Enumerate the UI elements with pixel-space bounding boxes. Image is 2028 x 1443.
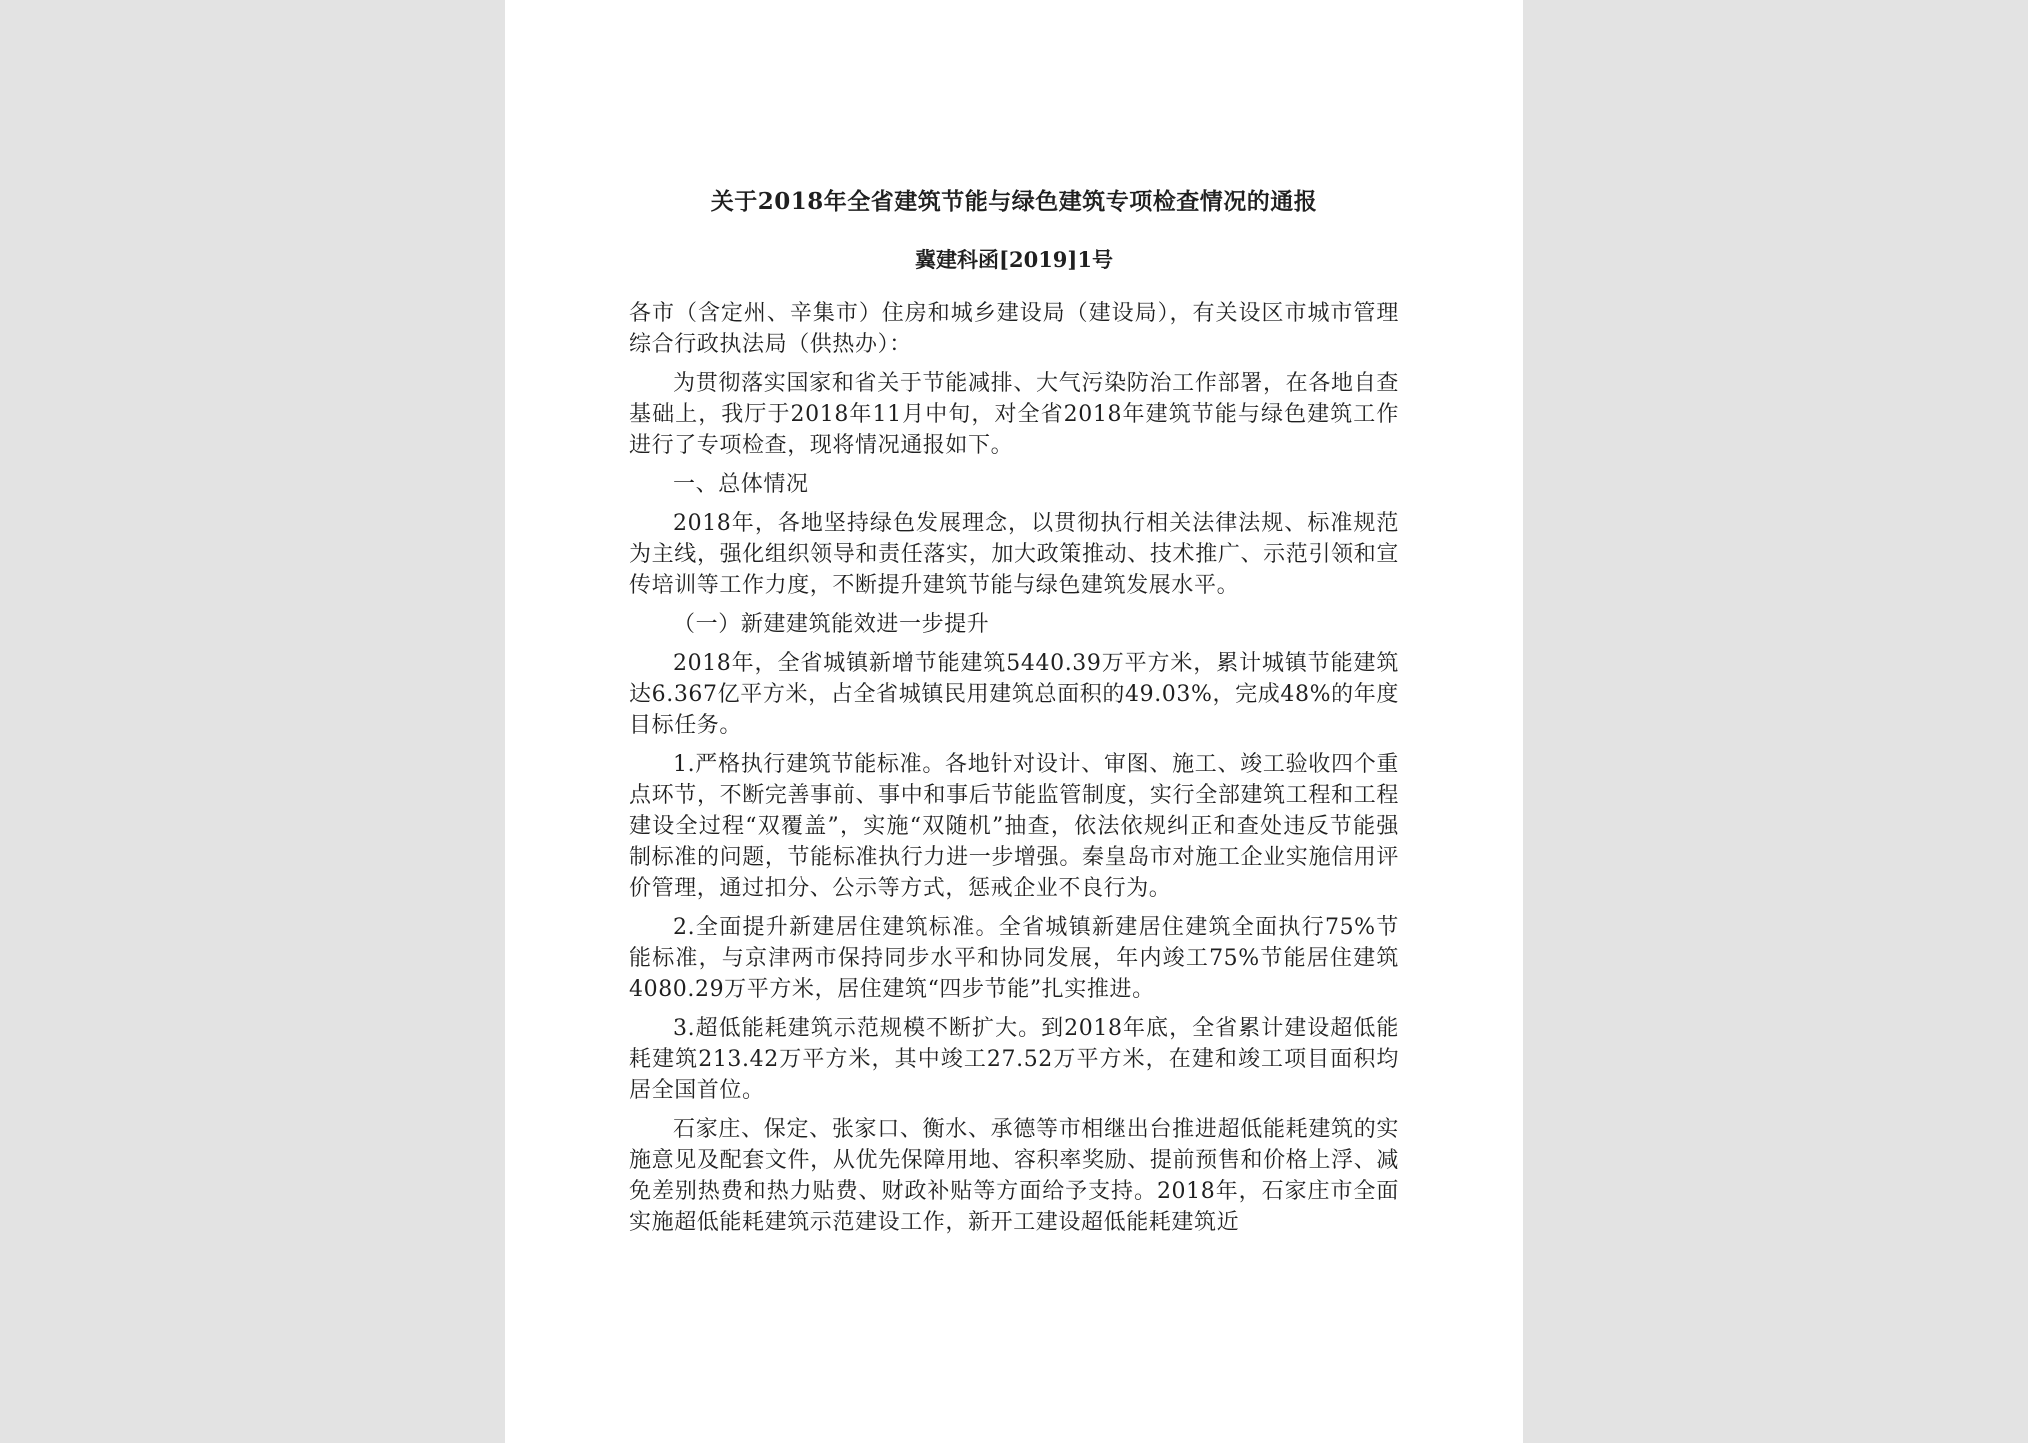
subsection-heading-new-buildings: （一）新建建筑能效进一步提升	[673, 612, 990, 637]
item-3-continuation-paragraph: 石家庄、保定、张家口、衡水、承德等市相继出台推进超低能耗建筑的实施意见及配套文件，从优先保障用地、容积率奖励、提前预售和价格上浮、减免差别热费和热力贴费、财政补贴等方面给予支持。2018年，石家庄市全面实施超低能耗建筑示范建设工作，新开工建设超低能耗建筑近	[629, 1117, 1399, 1235]
overall-paragraph: 2018年，各地坚持绿色发展理念，以贯彻执行相关法律法规、标准规范为主线，强化组织领导和责任落实，加大政策推动、技术推广、示范引领和宣传培训等工作力度，不断提升建筑节能与绿色建筑发展水平。	[629, 511, 1399, 598]
document-body	[629, 183, 1399, 1246]
document-number: 冀建科函[2019]1号	[915, 247, 1113, 272]
item-1-paragraph: 1.严格执行建筑节能标准。各地针对设计、审图、施工、竣工验收四个重点环节，不断完善事前、事中和事后节能监管制度，实行全部建筑工程和工程建设全过程“双覆盖”，实施“双随机”抽查，依法依规纠正和查处违反节能强制标准的问题，节能标准执行力进一步增强。秦皇岛市对施工企业实施信用评价管理，通过扣分、公示等方式，惩戒企业不良行为。	[629, 752, 1399, 901]
document-page	[505, 0, 1523, 1443]
addressee-paragraph: 各市（含定州、辛集市）住房和城乡建设局（建设局），有关设区市城市管理综合行政执法局（供热办）：	[629, 301, 1399, 357]
new-buildings-paragraph: 2018年，全省城镇新增节能建筑5440.39万平方米，累计城镇节能建筑达6.367亿平方米，占全省城镇民用建筑总面积的49.03%，完成48%的年度目标任务。	[629, 651, 1399, 738]
document-title: 关于2018年全省建筑节能与绿色建筑专项检查情况的通报	[710, 188, 1318, 215]
item-2-paragraph: 2.全面提升新建居住建筑标准。全省城镇新建居住建筑全面执行75%节能标准，与京津两市保持同步水平和协同发展，年内竣工75%节能居住建筑4080.29万平方米，居住建筑“四步节能”扎实推进。	[629, 915, 1399, 1002]
item-3-paragraph: 3.超低能耗建筑示范规模不断扩大。到2018年底，全省累计建设超低能耗建筑213.42万平方米，其中竣工27.52万平方米，在建和竣工项目面积均居全国首位。	[629, 1016, 1399, 1103]
section-heading-overall: 一、总体情况	[673, 472, 809, 497]
intro-paragraph: 为贯彻落实国家和省关于节能减排、大气污染防治工作部署，在各地自查基础上，我厅于2018年11月中旬，对全省2018年建筑节能与绿色建筑工作进行了专项检查，现将情况通报如下。	[629, 371, 1399, 458]
